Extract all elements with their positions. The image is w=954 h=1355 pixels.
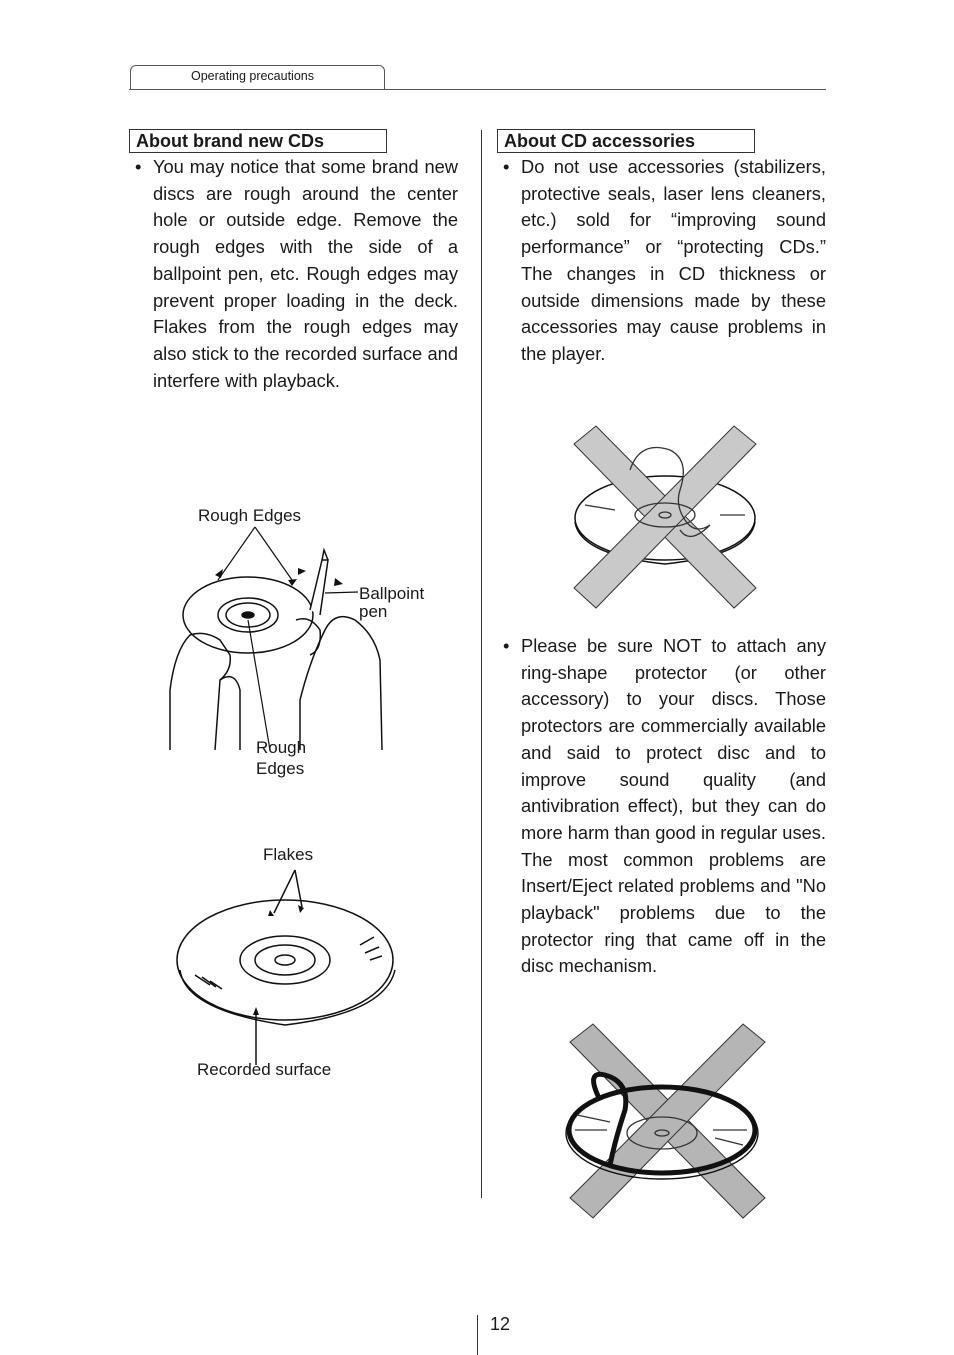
bullet: • <box>135 156 142 177</box>
stabilizer-crossed-illustration <box>560 420 770 615</box>
label-ballpoint: Ballpoint <box>359 584 425 603</box>
paragraph-accessories <box>503 154 826 368</box>
label-pen: pen <box>359 602 388 621</box>
label-recorded-surface: Recorded surface <box>197 1060 332 1079</box>
paragraph-text: Please be sure NOT to attach any ring-shape protector (or other accessory) to your discs. Those protectors are commercially available and said to protect disc and to improve sound quality (and antivibration effect), but they can do more harm than good in regular uses. The most common problems are Insert/Eject related problems and "No playback" problems due to the protector ring that came off in the disc mechanism. <box>521 635 826 977</box>
rough-edges-pointers <box>200 525 360 755</box>
column-divider <box>481 130 482 1198</box>
flakes-disc-illustration <box>170 865 410 1065</box>
header-tab <box>130 65 385 89</box>
paragraph-ring-protector <box>503 633 826 980</box>
paragraph-text: You may notice that some brand new discs are rough around the center hole or outside edge. Remove the rough edges with the side of a ballpoint pen, etc. Rough edges may prevent proper loading in the deck. Flakes from the rough edges may also stick to the recorded surface and interfere with playback. <box>153 156 458 391</box>
header-rule <box>129 89 826 90</box>
bullet: • <box>503 635 510 656</box>
header-tab-label: Operating precautions <box>191 69 314 83</box>
paragraph-brand-new-cds <box>135 154 458 394</box>
section-title-brand-new-cds: About brand new CDs <box>129 129 387 153</box>
paragraph-text: Do not use accessories (stabilizers, protective seals, laser lens cleaners, etc.) sold for “improving sound performance” or “protecting CDs.” The changes in CD thickness or outside dimensions made by these accessories may cause problems in the player. <box>521 156 826 364</box>
label-rough-bottom-2: Edges <box>256 759 305 778</box>
ring-protector-crossed-illustration <box>555 1020 770 1225</box>
bullet: • <box>503 156 510 177</box>
section-title-cd-accessories: About CD accessories <box>497 129 755 153</box>
label-rough-bottom-1: Rough <box>256 738 307 757</box>
page-number: 12 <box>490 1314 511 1334</box>
label-flakes: Flakes <box>263 845 314 864</box>
page-number-rule <box>477 1315 478 1355</box>
label-rough-edges-top: Rough Edges <box>198 506 302 525</box>
